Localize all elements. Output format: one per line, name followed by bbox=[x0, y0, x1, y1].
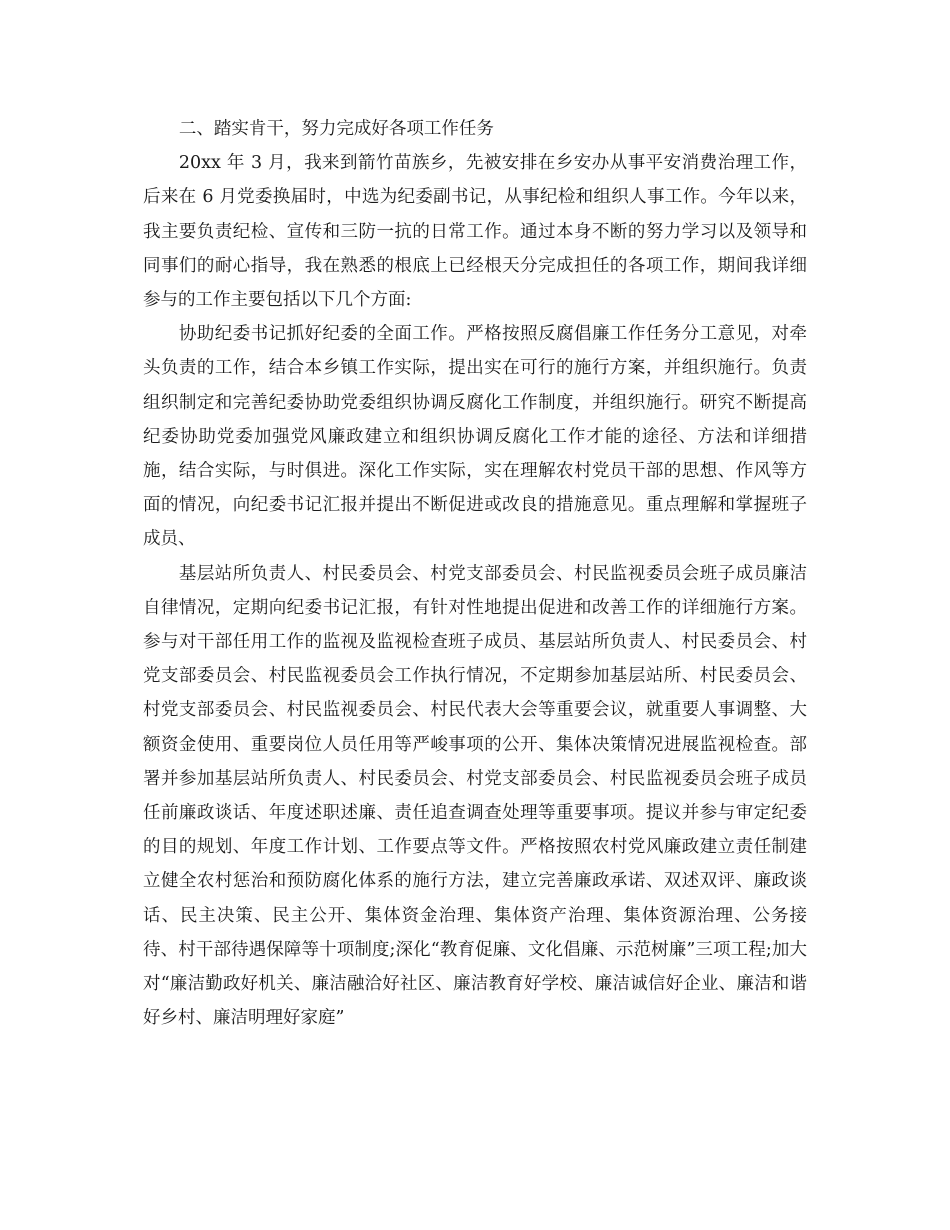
paragraph-intro: 20xx 年 3 月，我来到箭竹苗族乡，先被安排在乡安办从事平安消费治理工作，后来在 6 月党委换届时，中选为纪委副书记，从事纪检和组织人事工作。今年以来，我主要负责纪检、宣传和三防一抗的日常工作。通过本身不断的努力学习以及领导和同事们的耐心指导，我在熟悉的根底上已经根天分完成担任的各项工作，期间我详细参与的工作主要包括以下几个方面: bbox=[143, 153, 807, 311]
document-body bbox=[143, 112, 807, 1035]
section-heading: 二、踏实肯干，努力完成好各项工作任务 bbox=[178, 119, 494, 139]
paragraph-supervision: 基层站所负责人、村民委员会、村党支部委员会、村民监视委员会班子成员廉洁自律情况，定期向纪委书记汇报，有针对性地提出促进和改善工作的详细施行方案。参与对干部任用工作的监视及监视检查班子成员、基层站所负责人、村民委员会、村党支部委员会、村民监视委员会工作执行情况，不定期参加基层站所、村民委员会、村党支部委员会、村民监视委员会、村民代表大会等重要会议，就重要人事调整、大额资金使用、重要岗位人员任用等严峻事项的公开、集体决策情况进展监视检查。部署并参加基层站所负责人、村民委员会、村党支部委员会、村民监视委员会班子成员任前廉政谈话、年度述职述廉、责任追查调查处理等重要事项。提议并参与审定纪委的目的规划、年度工作计划、工作要点等文件。严格按照农村党风廉政建立责任制建立健全农村惩治和预防腐化体系的施行方法，建立完善廉政承诺、双述双评、廉政谈话、民主决策、民主公开、集体资金治理、集体资产治理、集体资源治理、公务接待、村干部待遇保障等十项制度;深化“教育促廉、文化倡廉、示范树廉”三项工程;加大对“廉洁勤政好机关、廉洁融洽好社区、廉洁教育好学校、廉洁诚信好企业、廉洁和谐好乡村、廉洁明理好家庭” bbox=[143, 563, 807, 1029]
paragraph-discipline-work: 协助纪委书记抓好纪委的全面工作。严格按照反腐倡廉工作任务分工意见，对牵头负责的工作，结合本乡镇工作实际，提出实在可行的施行方案，并组织施行。负责组织制定和完善纪委协助党委组织协调反腐化工作制度，并组织施行。研究不断提高纪委协助党委加强党风廉政建立和组织协调反腐化工作才能的途径、方法和详细措施，结合实际，与时俱进。深化工作实际，实在理解农村党员干部的思想、作风等方面的情况，向纪委书记汇报并提出不断促进或改良的措施意见。重点理解和掌握班子成员、 bbox=[143, 324, 807, 550]
